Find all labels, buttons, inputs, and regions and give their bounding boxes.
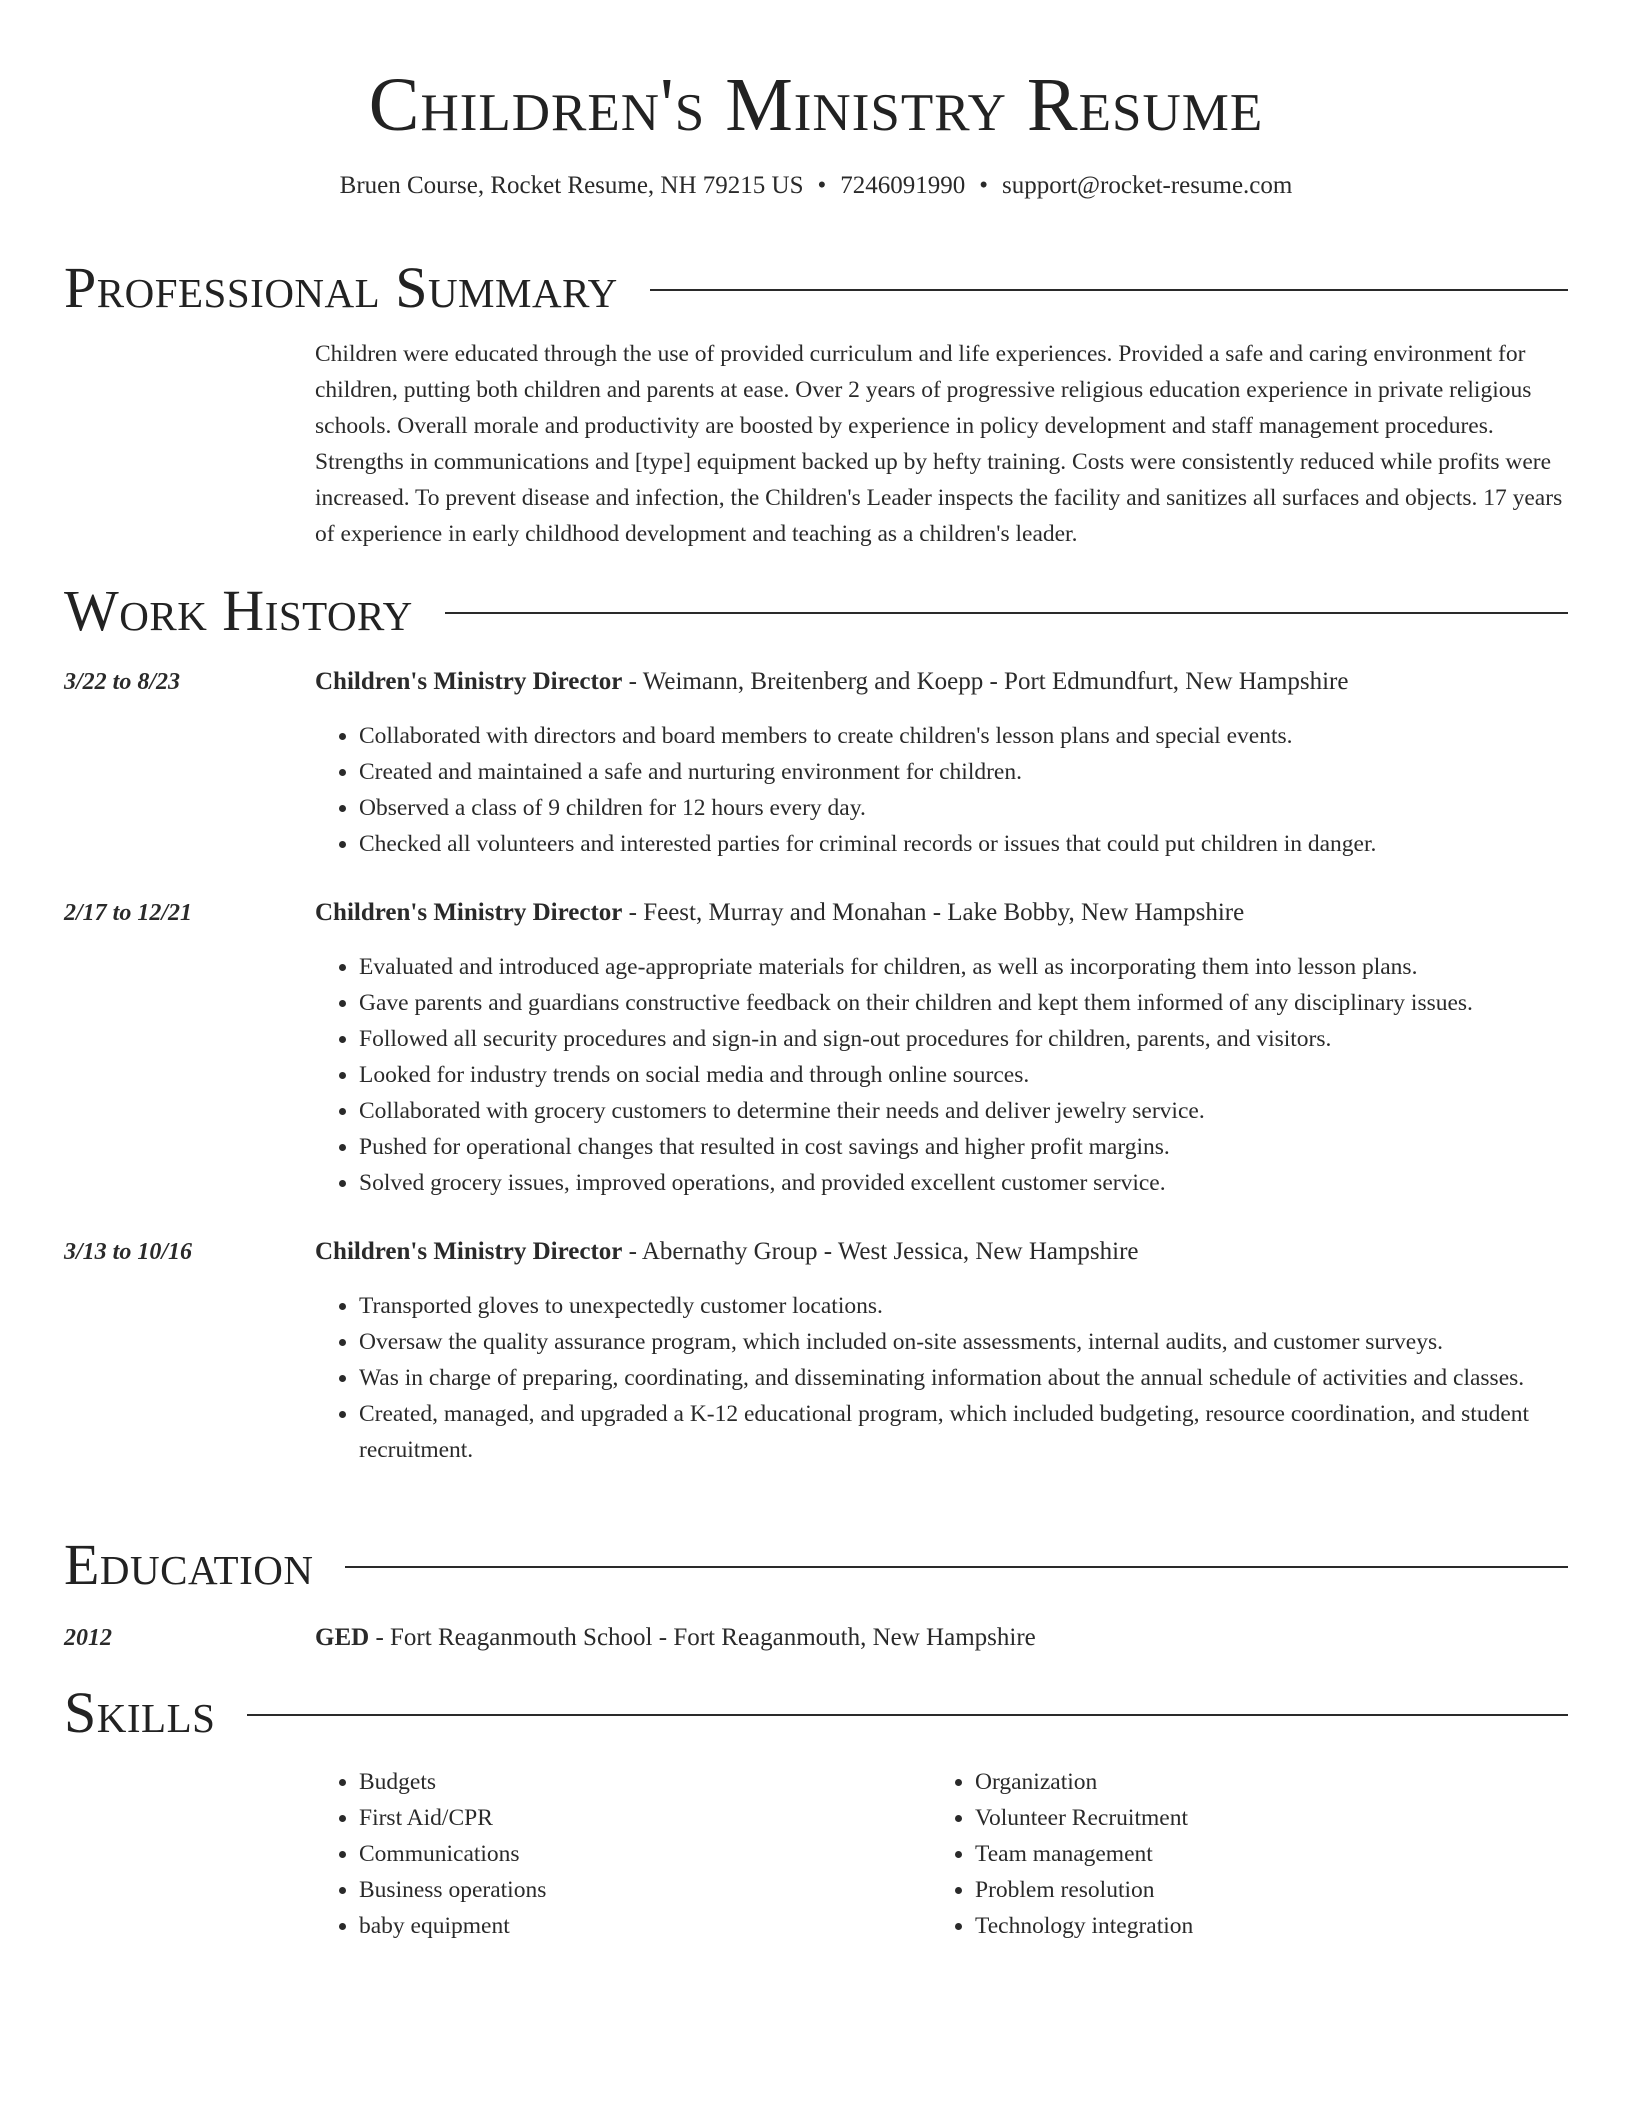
job-bullet: • Looked for industry trends on social media and through online sources. — [359, 1057, 1568, 1093]
job-bullet: • Created and maintained a safe and nurturing environment for children. — [359, 754, 1568, 790]
contact-separator: • — [979, 172, 989, 199]
job-bullet: • Checked all volunteers and interested parties for criminal records or issues that could put children in danger. — [359, 826, 1568, 862]
job-bullet: • Collaborated with grocery customers to determine their needs and deliver jewelry service. — [359, 1093, 1568, 1129]
skill-item: • Organization — [975, 1764, 1547, 1800]
education-heading — [315, 1620, 1568, 1656]
job-bullet: • Pushed for operational changes that resulted in cost savings and higher profit margins. — [359, 1129, 1568, 1165]
job-bullet: • Gave parents and guardians constructive feedback on their children and kept them informed of any disciplinary issues. — [359, 985, 1568, 1021]
education-degree: GED — [315, 1624, 370, 1651]
skill-item: • Business operations — [359, 1872, 931, 1908]
job-bullet: • Evaluated and introduced age-appropriate materials for children, as well as incorporating them into lesson plans. — [359, 949, 1568, 985]
job-entry — [64, 895, 1568, 1201]
job-title: Children's Ministry Director — [315, 1238, 623, 1265]
section-rule — [445, 612, 1568, 614]
job-details: - Abernathy Group - West Jessica, New Hampshire — [622, 1238, 1139, 1265]
education-details: - Fort Reaganmouth School - Fort Reaganmouth, New Hampshire — [369, 1624, 1036, 1651]
contact-email[interactable]: support@rocket-resume.com — [1002, 172, 1293, 199]
contact-phone: 7246091990 — [840, 172, 966, 199]
skill-item: • Problem resolution — [975, 1872, 1547, 1908]
resume-title: Children's Ministry Resume — [368, 63, 1264, 147]
education-year: 2012 — [64, 1625, 112, 1651]
skill-item: • First Aid/CPR — [359, 1800, 931, 1836]
skills-column-right — [931, 1764, 1547, 1944]
section-rule — [247, 1714, 1568, 1716]
job-bullet: • Was in charge of preparing, coordinating, and disseminating information about the annual schedule of activities and classes. — [359, 1360, 1568, 1396]
section-heading-work — [64, 575, 1568, 645]
skills-column-left — [315, 1764, 931, 1944]
job-bullet: • Followed all security procedures and sign-in and sign-out procedures for children, parents, and visitors. — [359, 1021, 1568, 1057]
skill-item: • Budgets — [359, 1764, 931, 1800]
job-bullet: • Oversaw the quality assurance program, which included on-site assessments, internal audits, and customer surveys. — [359, 1324, 1568, 1360]
job-bullet: • Transported gloves to unexpectedly customer locations. — [359, 1288, 1568, 1324]
job-bullet: • Collaborated with directors and board members to create children's lesson plans and special events. — [359, 718, 1568, 754]
job-dates: 2/17 to 12/21 — [64, 900, 193, 926]
job-title: Children's Ministry Director — [315, 899, 623, 926]
job-heading — [315, 664, 1568, 700]
section-heading-skills — [64, 1677, 1568, 1747]
skill-item: • Volunteer Recruitment — [975, 1800, 1547, 1836]
job-heading — [315, 895, 1568, 931]
job-dates: 3/13 to 10/16 — [64, 1239, 193, 1265]
job-bullet: • Observed a class of 9 children for 12 hours every day. — [359, 790, 1568, 826]
education-entry — [64, 1620, 1568, 1656]
job-bullet: • Created, managed, and upgraded a K-12 educational program, which included budgeting, resource coordination, and student recruitment. — [359, 1396, 1568, 1468]
job-bullets — [315, 718, 1568, 862]
section-title-work: Work History — [64, 577, 413, 643]
skill-item: • Technology integration — [975, 1908, 1547, 1944]
job-heading — [315, 1234, 1568, 1270]
section-heading-summary — [64, 252, 1568, 322]
job-dates: 3/22 to 8/23 — [64, 669, 181, 695]
summary-text: Children were educated through the use of provided curriculum and life experiences. Provided a safe and caring environment for children, putting both children and parents at ease. Over 2 years of progressive religious education experience in private religious schools. Overall morale and productivity are boosted by experience in policy development and staff management procedures. Strengths in communications and [type] equipment backed up by hefty training. Costs were consistently reduced while profits were increased. To prevent disease and infection, the Children's Leader inspects the facility and sanitizes all surfaces and objects. 17 years of experience in early childhood development and teaching as a children's leader. — [315, 341, 1563, 547]
skill-item: • Team management — [975, 1836, 1547, 1872]
section-rule — [650, 289, 1568, 291]
job-details: - Feest, Murray and Monahan - Lake Bobby, New Hampshire — [622, 899, 1245, 926]
section-rule — [345, 1566, 1568, 1568]
job-bullet: • Solved grocery issues, improved operations, and provided excellent customer service. — [359, 1165, 1568, 1201]
contact-separator: • — [817, 172, 827, 199]
job-bullets — [315, 1288, 1568, 1468]
skills-list — [315, 1764, 1571, 1944]
section-title-skills: Skills — [64, 1679, 216, 1745]
job-entry — [64, 1234, 1568, 1468]
job-bullets — [315, 949, 1568, 1201]
contact-line — [0, 172, 1632, 200]
section-heading-education — [64, 1529, 1568, 1599]
skill-item: • baby equipment — [359, 1908, 931, 1944]
job-entry — [64, 664, 1568, 862]
job-title: Children's Ministry Director — [315, 668, 623, 695]
section-title-education: Education — [64, 1531, 314, 1597]
section-title-summary: Professional Summary — [64, 254, 618, 320]
contact-address: Bruen Course, Rocket Resume, NH 79215 US — [339, 172, 804, 199]
job-details: - Weimann, Breitenberg and Koepp - Port Edmundfurt, New Hampshire — [622, 668, 1349, 695]
skill-item: • Communications — [359, 1836, 931, 1872]
